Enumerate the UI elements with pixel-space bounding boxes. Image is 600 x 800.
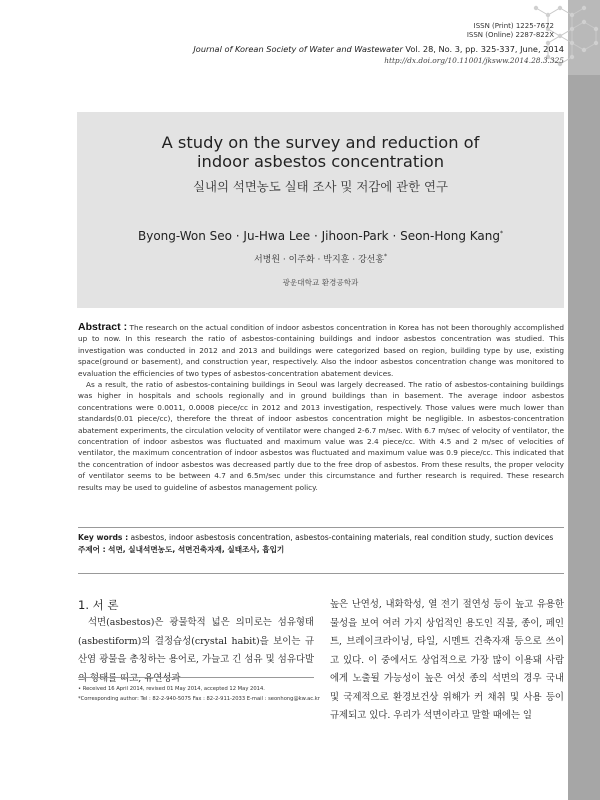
journal-issue: Vol. 28, No. 3, pp. 325-337, June, 2014 [405, 44, 564, 54]
paper-title-korean: 실내의 석면농도 실태 조사 및 저감에 관한 연구 [193, 179, 448, 194]
keywords [78, 532, 564, 556]
authors-korean [77, 252, 564, 265]
keywords-ko-text: 석면, 실내석면농도, 석면건축자재, 실태조사, 흡입기 [108, 545, 285, 554]
keywords-ko-label: 주제어 : [78, 545, 106, 554]
paper-title-line1: A study on the survey and reduction of [161, 133, 480, 152]
doi-link[interactable]: http://dx.doi.org/10.11001/jksww.2014.28.3.325 [384, 56, 564, 65]
corresponding-mark-korean: * [384, 253, 388, 260]
body-column-right [330, 596, 564, 726]
keywords-top-rule [78, 527, 564, 528]
authors-english [77, 229, 564, 243]
footnote-corresponding: *Corresponding author: Tel : 82-2-940-5075 Fax : 82-2-911-2033 E-mail : seonhong@kw.ac.kr [78, 696, 320, 702]
author-list-korean: 서병원 · 이주화 · 박지훈 · 강선홍 [253, 255, 385, 265]
journal-name: Journal of Korean Society of Water and Wastewater [193, 44, 403, 54]
intro-paragraph-left: 석면(asbestos)은 광물학적 넓은 의미로는 섬유형태(asbestiform)의 결정습성(crystal habit)을 보이는 규산염 광물을 총칭하는 용어로, 가늘고 긴 섬유 및 섬유다발의 형태를 띠고, 유연성과 [78, 617, 314, 684]
journal-citation [193, 44, 564, 54]
keywords-ko [78, 544, 564, 556]
issn-print: ISSN (Print) 1225-7672 [473, 22, 554, 30]
abstract-text1: The research on the actual condition of indoor asbestos concentration in Korea has not been thoroughly accomplished up to now. In this research the ratio of asbestos-containing buildings and indoor asbestos concentration was studied. This investigation was conducted in 2012 and 2013 and buildings were categorized based on region, building type by use, existing space(ground or basement), and construction year, respectively. Also the indoor asbestos concentration change was monitored to evaluation the efficiencies of two types of asbestos-concentration abatement devices. [78, 323, 564, 378]
issn-online: ISSN (Online) 2287-822X [466, 31, 554, 39]
keywords-en-label: Key words : [78, 533, 129, 542]
paper-title-line2: indoor asbestos concentration [196, 152, 445, 171]
corresponding-mark: * [500, 230, 503, 237]
footnote-received: • Received 16 April 2014, revised 01 May 2014, accepted 12 May 2014. [78, 686, 265, 692]
abstract-label: Abstract : [78, 321, 128, 333]
footnotes [78, 684, 328, 704]
keywords-en [78, 532, 564, 544]
author-list: Byong-Won Seo · Ju-Hwa Lee · Jihoon-Park · Seon-Hong Kang [137, 229, 500, 243]
keywords-bottom-rule [78, 573, 564, 574]
abstract-para1 [78, 322, 564, 379]
title-box [77, 112, 564, 308]
sidebar-strip [568, 75, 600, 800]
intro-paragraph-right: 높은 난연성, 내화학성, 열 전기 절연성 등이 높고 유용한 물성을 보여 여러 가지 상업적인 용도인 직물, 종이, 페인트, 브레이크라이닝, 타일, 시멘트 건축자재 등으로 쓰이고 있다. 이 중에서도 상업적으로 가장 많이 이용돼 사람에게 노출될 가능성이 높은 여섯 종의 석면의 경우 국내 및 국제적으로 환경보건상 위해가 커 채취 및 사용 등이 규제되고 있다. 우리가 석면이라고 말할 때에는 일 [330, 599, 564, 721]
abstract [78, 322, 564, 493]
affiliation: 광운대학교 환경공학과 [282, 278, 359, 287]
abstract-para2: As a result, the ratio of asbestos-containing buildings in Seoul was largely decreased. The ratio of asbestos-containing buildings was higher in hospitals and schools regionally and in ground buildings than in basement. The average indoor asbestos concentrations were 0.0011, 0.0008 piece/cc in 2012 and 2013 investigation, respectively. Those values were much lower than standards(0.01 piece/cc), therefore the threat of indoor asbestos concentration might be negligible. In asbestos-concentration abatement experiments, the circulation velocity of ventilator were changed 2-6.7 m/sec. With 6.7 m/sec of velocity of ventilator, the concentration of indoor asbestos was fluctuated and maximum value was 2.4 piece/cc. With 4.5 and 2 m/sec of velocities of ventilator, the maximum concentration of indoor asbestos was fluctuated and maximum value was 0.9 piece/cc. This indicated that the concentration of indoor asbestos was decreased partly due to the free drop of asbestos. From these results, the proper velocity of ventilator seems to be between 4.7 and 6.5m/sec under this circumstance and further research is required. These research results may be used to guideline of asbestos management policy. [78, 380, 564, 492]
footnote-rule [78, 677, 314, 678]
section-title-intro: 1. 서 론 [78, 598, 119, 612]
keywords-en-text: asbestos, indoor asbestosis concentration, asbestos-containing materials, real condition study, suction devices [130, 533, 554, 542]
